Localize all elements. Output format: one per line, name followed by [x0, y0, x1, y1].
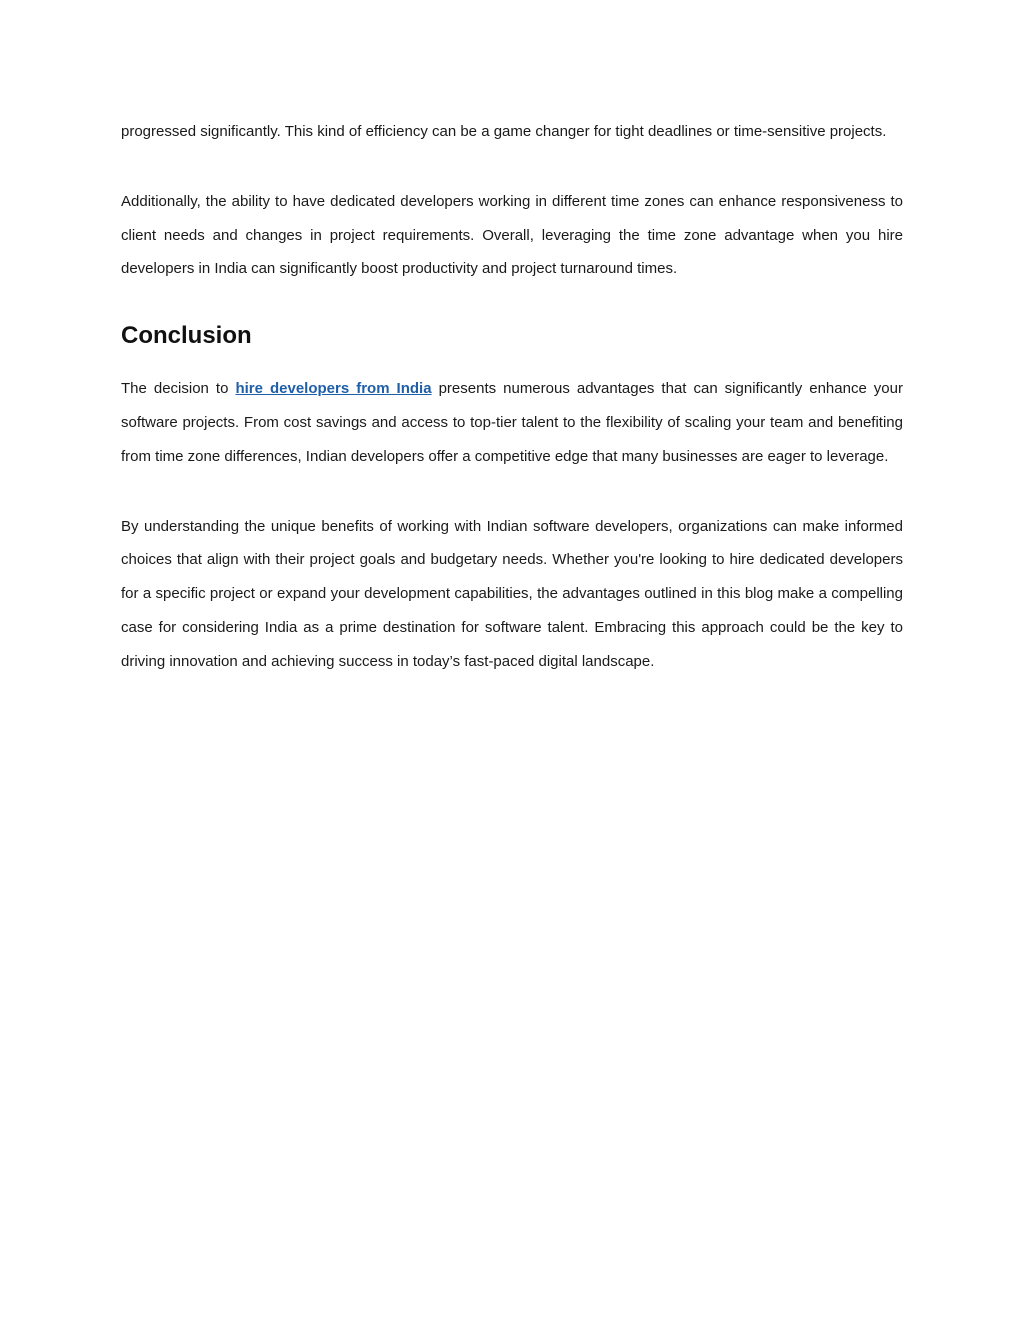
paragraph-decision-lead: The decision to — [121, 380, 236, 398]
paragraph-spacer — [121, 474, 903, 510]
paragraph-spacer — [121, 149, 903, 185]
paragraph-time-zones: Additionally, the ability to have dedicated developers working in different time zones can enhance responsiveness to client needs and changes in project requirements. Overall, leveraging the time zone advantage when you hire developers in India can significantly boost productivity and project turnaround times. — [121, 192, 903, 278]
paragraph-decision-rest: presents numerous advantages that can significantly enhance your software projects. From cost savings and access to top-tier talent to the flexibility of scaling your team and benefiting from time zone differences, Indian developers offer a competitive edge that many businesses are eager to leverage. — [121, 380, 903, 465]
paragraph-efficiency: progressed significantly. This kind of efficiency can be a game changer for tight deadlines or time-sensitive projects. — [121, 123, 887, 140]
paragraph-understanding: By understanding the unique benefits of working with Indian software developers, organizations can make informed choices that align with their project goals and budgetary needs. Whether you're looking to hire dedicated developers for a specific project or expand your development capabilities, the advantages outlined in this blog make a compelling case for considering India as a prime destination for software talent. Embracing this approach could be the key to driving innovation and achieving success in today’s fast-paced digital landscape. — [121, 517, 903, 670]
hire-developers-link[interactable]: hire developers from India — [235, 380, 432, 398]
paragraph-spacer — [121, 286, 903, 316]
paragraph-decision — [121, 372, 903, 473]
conclusion-heading: Conclusion — [121, 322, 252, 350]
document-page — [121, 115, 903, 679]
